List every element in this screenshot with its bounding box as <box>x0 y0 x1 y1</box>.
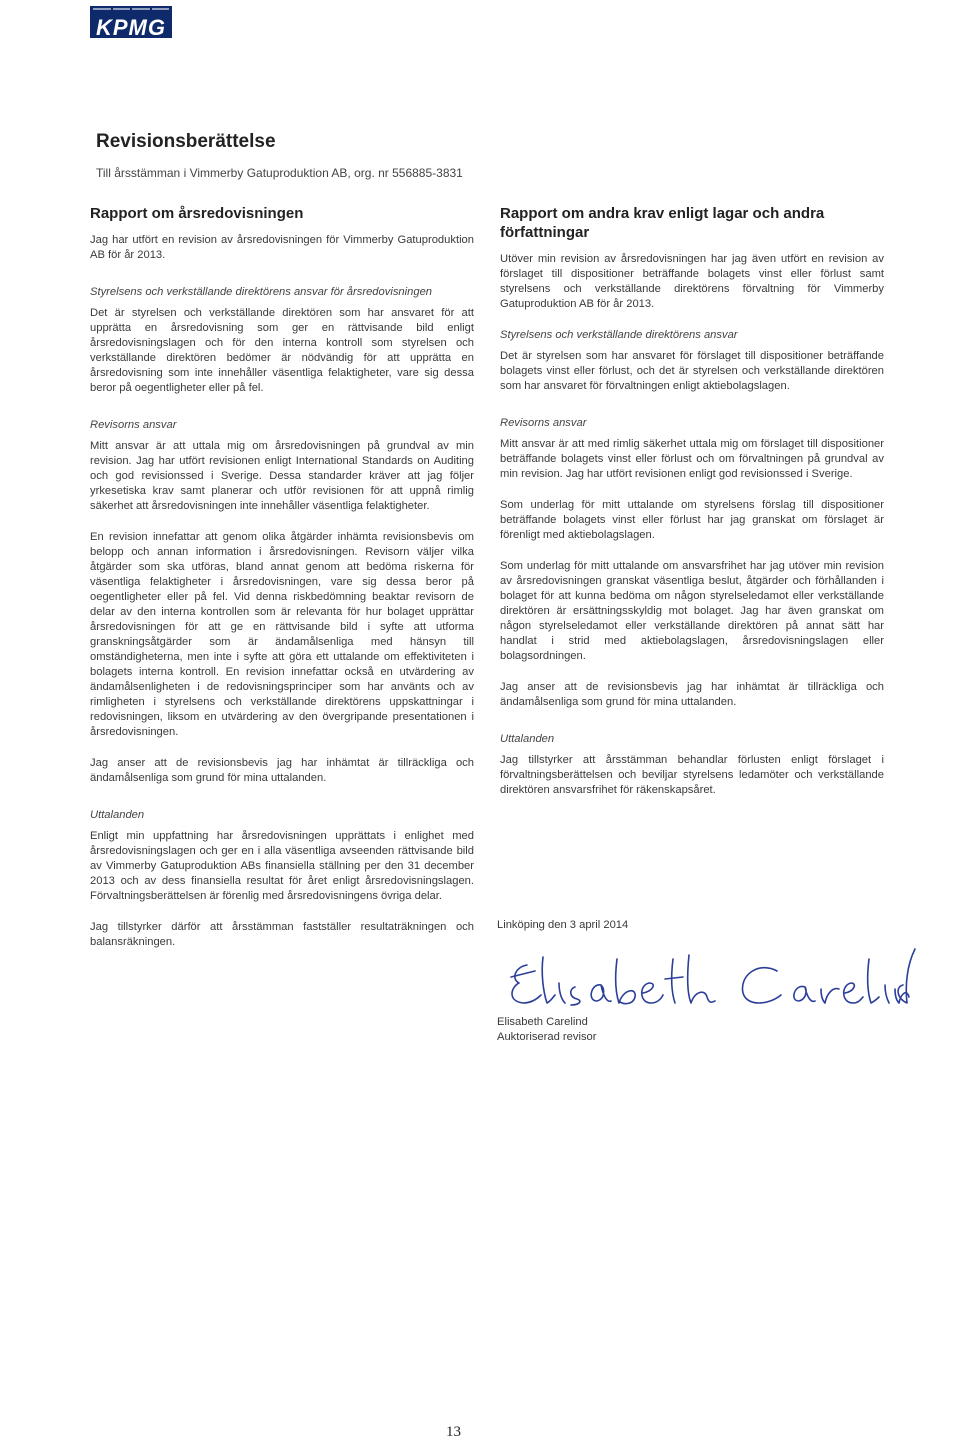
kpmg-logo <box>90 6 172 38</box>
left-intro: Jag har utfört en revision av årsredovisningen för Vimmerby Gatuproduktion AB för år 2013. <box>90 234 474 261</box>
right-column <box>500 204 884 798</box>
right-auditor-paragraph-2: Som underlag för mitt uttalande om styrelsens förslag till dispositioner beträffande bolagets vinst eller förlust har jag granskat om förslaget är förenligt med aktiebolagslagen. <box>500 499 884 541</box>
logo-text: KPMG <box>96 15 166 40</box>
right-statements-paragraph-1: Jag tillstyrker att årsstämman behandlar förlusten enligt förslaget i förvaltningsberättelsen och beviljar styrelsens ledamöter och verkställande direktören ansvarsfrihet för räkenskapsåret. <box>500 754 884 796</box>
right-section-heading: Rapport om andra krav enligt lagar och andra författningar <box>500 205 825 241</box>
right-intro: Utöver min revision av årsredovisningen har jag även utfört en revision av förslaget till dispositioner beträffande bolagets vinst eller förlust samt styrelsens och verkställande direktörens förvaltning för Vimmerby Gatuproduktion AB för år 2013. <box>500 253 884 310</box>
page-title: Revisionsberättelse <box>96 131 276 152</box>
signer-name: Elisabeth Carelind <box>497 1016 588 1028</box>
left-board-heading: Styrelsens och verkställande direktörens ansvar för årsredovisningen <box>90 286 433 298</box>
signer-block <box>497 1015 596 1045</box>
right-board-text: Det är styrelsen som har ansvaret för förslaget till dispositioner beträffande bolagets vinst eller förlust, och det är styrelsen och verkställande direktören som har ansvaret för förvaltningen enligt aktiebolagslagen. <box>500 350 884 392</box>
right-auditor-paragraph-1: Mitt ansvar är att med rimlig säkerhet uttala mig om förslaget till dispositioner beträffande bolagets vinst eller förlust och om förvaltningen på grundval av min revision. Jag har utfört revisionen enligt god revisionssed i Sverige. <box>500 438 884 480</box>
left-auditor-heading: Revisorns ansvar <box>90 419 177 431</box>
left-board-text: Det är styrelsen och verkställande direktören som har ansvaret för att upprätta en årsredovisning som ger en rättvisande bild enligt årsredovisningslagen och för den interna kontroll som styrelsen och verkställande direktören bedömer är nödvändig för att upprätta en årsredovisning som inte innehåller väsentliga felaktigheter, vare sig dessa beror på oegentligheter eller på fel. <box>90 307 474 394</box>
logo-stripes <box>90 6 172 12</box>
page-subtitle: Till årsstämman i Vimmerby Gatuproduktion AB, org. nr 556885-3831 <box>96 166 463 180</box>
handwritten-signature <box>497 945 917 1015</box>
right-auditor-paragraph-3: Som underlag för mitt uttalande om ansvarsfrihet har jag utöver min revision av årsredovisningen granskat väsentliga beslut, åtgärder och förhållanden i bolaget för att kunna bedöma om någon styrelseledamot eller verkställande direktören är ersättningsskyldig mot bolaget. Jag har även granskat om någon styrelseledamot eller verkställande direktören på annat sätt har handlat i strid med aktiebolagslagen, årsredovisningslagen eller bolagsordningen. <box>500 560 884 662</box>
left-auditor-paragraph-3: Jag anser att de revisionsbevis jag har inhämtat är tillräckliga och ändamålsenliga som grund för mina uttalanden. <box>90 757 474 784</box>
right-statements-heading: Uttalanden <box>500 733 555 745</box>
page-number: 13 <box>446 1424 461 1440</box>
right-board-heading: Styrelsens och verkställande direktörens ansvar <box>500 329 738 341</box>
right-auditor-paragraph-4: Jag anser att de revisionsbevis jag har inhämtat är tillräckliga och ändamålsenliga som grund för mina uttalanden. <box>500 681 884 708</box>
right-auditor-heading: Revisorns ansvar <box>500 417 587 429</box>
signer-role: Auktoriserad revisor <box>497 1031 597 1043</box>
left-auditor-paragraph-1: Mitt ansvar är att uttala mig om årsredovisningen på grundval av min revision. Jag har utfört revisionen enligt International Standards on Auditing och god revisionssed i Sverige. Dessa standarder kräver att jag följer yrkesetiska krav samt planerar och utför revisionen för att uppnå rimlig säkerhet att årsredovisningen inte innehåller väsentliga felaktigheter. <box>90 440 474 512</box>
left-statements-heading: Uttalanden <box>90 809 145 821</box>
left-statements-paragraph-1: Enligt min uppfattning har årsredovisningen upprättats i enlighet med årsredovisningslagen och ger en i alla väsentliga avseenden rättvisande bild av Vimmerby Gatuproduktion ABs finansiella ställning per den 31 december 2013 och av dess finansiella resultat för året enligt årsredovisningslagen. Förvaltningsberättelsen är förenlig med årsredovisningens övriga delar. <box>90 830 474 902</box>
left-auditor-paragraph-2: En revision innefattar att genom olika åtgärder inhämta revisionsbevis om belopp och annan information i årsredovisningen. Revisorn väljer vilka åtgärder som ska utföras, bland annat genom att bedöma riskerna för väsentliga felaktigheter i årsredovisningen, vare sig dessa beror på oegentligheter eller på fel. Vid denna riskbedömning beaktar revisorn de delar av den interna kontrollen som är relevanta för hur bolaget upprättar årsredovisningen för att ge en rättvisande bild i syfte att utforma granskningsåtgärder som är ändamålsenliga med hänsyn till omständigheterna, men inte i syfte att göra ett uttalande om effektiviteten i bolagets interna kontroll. En revision innefattar också en utvärdering av ändamålsenligheten i de redovisningsprinciper som har använts och av rimligheten i styrelsens och verkställande direktörens uppskattningar i redovisningen, liksom en utvärdering av den övergripande presentationen i årsredovisningen. <box>90 531 474 738</box>
left-statements-paragraph-2: Jag tillstyrker därför att årsstämman fastställer resultaträkningen och balansräkningen. <box>90 921 474 948</box>
left-column <box>90 204 474 950</box>
signature-place-date: Linköping den 3 april 2014 <box>497 919 629 931</box>
left-section-heading: Rapport om årsredovisningen <box>90 205 304 222</box>
